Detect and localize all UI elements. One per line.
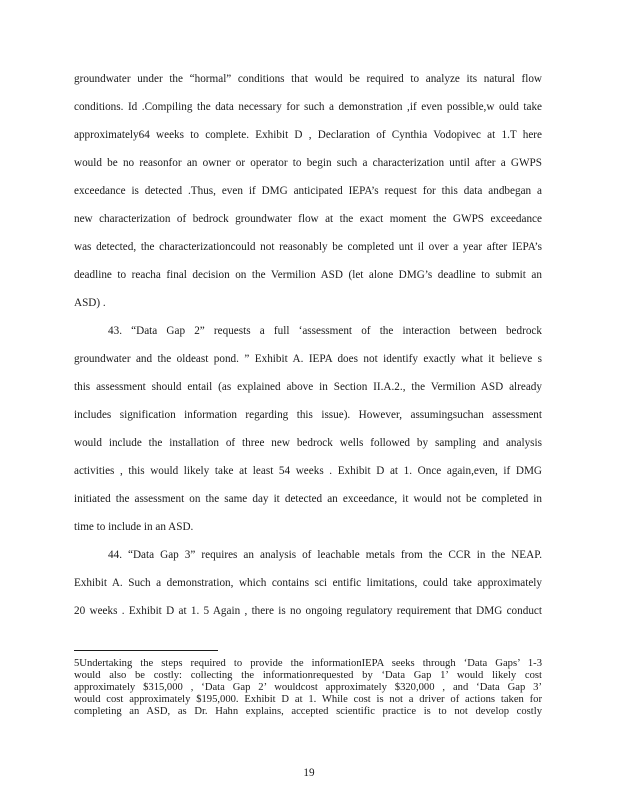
footnote-line: would also be costly: collecting the informationrequested by ‘Data Gap 1’ would likely cost [74,670,542,681]
body-line: groundwater and the oldeast pond. ” Exhibit A. IEPA does not identify exactly what it believe s [74,353,542,365]
footnote-line: would cost approximately $195,000. Exhibit D at 1. While cost is not a driver of actions taken for [74,694,542,705]
body-line: groundwater under the “hormal” conditions that would be required to analyze its natural flow [74,73,542,85]
body-line: would be no reasonfor an owner or operator to begin such a characterization until after a GWPS [74,157,542,169]
footnote-line: completing an ASD, as Dr. Hahn explains, accepted scientific practice is to not develop costly [74,706,542,717]
body-line: deadline to reacha final decision on the Vermilion ASD (let alone DMG’s deadline to submit an [74,269,542,281]
paragraph-44-start: 44. “Data Gap 3” requires an analysis of leachable metals from the CCR in the NEAP. [108,549,542,561]
body-line: activities , this would likely take at least 54 weeks . Exhibit D at 1. Once again,even, if DMG [74,465,542,477]
body-line: 20 weeks . Exhibit D at 1. 5 Again , there is no ongoing regulatory requirement that DMG conduct [74,605,542,617]
footnote-separator [74,650,218,651]
body-line: new characterization of bedrock groundwater flow at the exact moment the GWPS exceedance [74,213,542,225]
footnote-line: approximately $315,000 , ‘Data Gap 2’ wouldcost approximately $320,000 , and ‘Data Gap 3’ [74,682,542,693]
body-line: ASD) . [74,297,106,309]
body-line: includes signification information regarding this issue). However, assumingsuchan assessment [74,409,542,421]
body-line: time to include in an ASD. [74,521,194,533]
body-line: would include the installation of three new bedrock wells followed by sampling and analysis [74,437,542,449]
body-line: was detected, the characterizationcould not reasonably be completed unt il over a year after IEPA’s [74,241,542,253]
body-line: this assessment should entail (as explained above in Section II.A.2., the Vermilion ASD already [74,381,542,393]
body-line: exceedance is detected .Thus, even if DMG anticipated IEPA’s request for this data andbegan a [74,185,542,197]
footnote-line: 5Undertaking the steps required to provide the informationIEPA seeks through ‘Data Gaps’ 1-3 [74,658,542,669]
paragraph-43-start: 43. “Data Gap 2” requests a full ‘assessment of the interaction between bedrock [108,325,542,337]
body-line: conditions. Id .Compiling the data necessary for such a demonstration ,if even possible,w ould take [74,101,542,113]
body-line: initiated the assessment on the same day it detected an exceedance, it would not be completed in [74,493,542,505]
body-line: approximately64 weeks to complete. Exhibit D , Declaration of Cynthia Vodopivec at 1.T here [74,129,542,141]
body-line: Exhibit A. Such a demonstration, which contains sci entific limitations, could take approximately [74,577,542,589]
page-number: 19 [303,767,315,779]
